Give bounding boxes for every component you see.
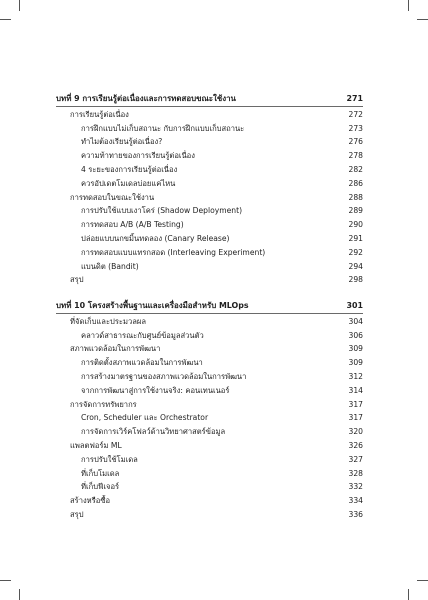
crop-mark-bottom-left-v xyxy=(19,589,20,600)
entry-title: Cron, Scheduler และ Orchestrator xyxy=(81,413,209,423)
toc-section-entry[interactable] xyxy=(56,439,363,453)
entry-title: ปล่อยแบบนกขมิ้นทดลอง (Canary Release) xyxy=(81,233,230,243)
entry-page: 306 xyxy=(348,330,363,340)
entry-title: ความท้าทายของการเรียนรู้ต่อเนื่อง xyxy=(81,151,195,161)
toc-subsection-entry[interactable] xyxy=(56,453,363,467)
crop-mark-top-left xyxy=(0,19,11,20)
entry-title: การเรียนรู้ต่อเนื่อง xyxy=(70,109,129,119)
toc-subsection-entry[interactable] xyxy=(56,356,363,370)
chapter-title: บทที่ 9 การเรียนรู้ต่อเนื่องและการทดสอบขณะใช้งาน xyxy=(56,94,236,103)
entry-title: ควรอัปเดตโมเดลบ่อยแค่ไหน xyxy=(81,178,176,188)
toc-entry-list xyxy=(56,108,363,287)
toc-subsection-entry[interactable] xyxy=(56,480,363,494)
entry-page: 291 xyxy=(348,233,363,243)
toc-chapter-10 xyxy=(56,299,363,522)
toc-entry-list xyxy=(56,315,363,522)
toc-section-entry[interactable] xyxy=(56,315,363,329)
crop-mark-bottom-left xyxy=(0,580,11,581)
crop-mark-top-left-v xyxy=(19,0,20,11)
entry-page: 278 xyxy=(348,151,363,161)
crop-mark-bottom-right xyxy=(417,580,428,581)
toc-subsection-entry[interactable] xyxy=(56,177,363,191)
entry-page: 309 xyxy=(348,358,363,368)
chapter-heading[interactable] xyxy=(56,299,363,313)
entry-page: 334 xyxy=(348,496,363,506)
entry-page: 294 xyxy=(348,261,363,271)
toc-chapter-9 xyxy=(56,92,363,287)
toc-subsection-entry[interactable] xyxy=(56,384,363,398)
entry-page: 328 xyxy=(348,468,363,478)
entry-page: 304 xyxy=(348,316,363,326)
entry-page: 282 xyxy=(348,164,363,174)
entry-page: 290 xyxy=(348,220,363,230)
chapter-rule xyxy=(56,313,363,314)
entry-page: 309 xyxy=(348,344,363,354)
toc-subsection-entry[interactable] xyxy=(56,122,363,136)
entry-title: ที่เก็บฟีเจอร์ xyxy=(81,482,120,492)
entry-page: 332 xyxy=(348,482,363,492)
entry-page: 288 xyxy=(348,192,363,202)
chapter-heading[interactable] xyxy=(56,92,363,106)
entry-page: 314 xyxy=(348,385,363,395)
toc-subsection-entry[interactable] xyxy=(56,467,363,481)
entry-page: 312 xyxy=(348,371,363,381)
entry-page: 272 xyxy=(348,109,363,119)
toc-section-entry[interactable] xyxy=(56,342,363,356)
toc-subsection-entry[interactable] xyxy=(56,246,363,260)
toc-section-entry[interactable] xyxy=(56,108,363,122)
toc-section-entry[interactable] xyxy=(56,191,363,205)
entry-page: 273 xyxy=(348,123,363,133)
toc-subsection-entry[interactable] xyxy=(56,425,363,439)
entry-title: แบนดิต (Bandit) xyxy=(81,261,139,271)
entry-page: 286 xyxy=(348,178,363,188)
toc-subsection-entry[interactable] xyxy=(56,218,363,232)
crop-mark-top-right-v xyxy=(408,0,409,11)
entry-title: สร้างหรือซื้อ xyxy=(70,496,111,506)
toc-subsection-entry[interactable] xyxy=(56,163,363,177)
entry-title: ที่เก็บโมเดล xyxy=(81,468,120,478)
entry-page: 320 xyxy=(348,427,363,437)
entry-title: ที่จัดเก็บและประมวลผล xyxy=(70,316,147,326)
entry-page: 298 xyxy=(348,275,363,285)
entry-title: การฝึกแบบไม่เก็บสถานะ กับการฝึกแบบเก็บสถานะ xyxy=(81,123,245,133)
entry-title: คลาวด์สาธารณะกับศูนย์ข้อมูลส่วนตัว xyxy=(81,330,204,340)
toc-subsection-entry[interactable] xyxy=(56,329,363,343)
entry-title: การปรับใช้โมเดล xyxy=(81,454,138,464)
entry-title: การทดสอบ A/B (A/B Testing) xyxy=(81,220,184,230)
toc-section-entry[interactable] xyxy=(56,398,363,412)
entry-title: การสร้างมาตรฐานของสภาพแวดล้อมในการพัฒนา xyxy=(81,371,247,381)
toc-subsection-entry[interactable] xyxy=(56,260,363,274)
entry-title: สภาพแวดล้อมในการพัฒนา xyxy=(70,344,161,354)
toc-subsection-entry[interactable] xyxy=(56,204,363,218)
entry-page: 292 xyxy=(348,247,363,257)
chapter-page: 301 xyxy=(346,301,363,310)
entry-title: การติดตั้งสภาพแวดล้อมในการพัฒนา xyxy=(81,358,203,368)
chapter-page: 271 xyxy=(346,94,363,103)
entry-title: การทดสอบแบบแทรกสอด (Interleaving Experiment) xyxy=(81,247,266,257)
toc-subsection-entry[interactable] xyxy=(56,370,363,384)
toc-subsection-entry[interactable] xyxy=(56,411,363,425)
entry-page: 317 xyxy=(348,399,363,409)
entry-title: สรุป xyxy=(70,509,84,519)
toc-section-entry[interactable] xyxy=(56,273,363,287)
crop-mark-bottom-right-v xyxy=(408,589,409,600)
chapter-title: บทที่ 10 โครงสร้างพื้นฐานและเครื่องมือสำหรับ MLOps xyxy=(56,301,249,310)
entry-page: 336 xyxy=(348,509,363,519)
entry-title: 4 ระยะของการเรียนรู้ต่อเนื่อง xyxy=(81,164,178,174)
entry-title: การจัดการเวิร์คโฟลว์ด้านวิทยาศาสตร์ข้อมูล xyxy=(81,427,226,437)
entry-page: 327 xyxy=(348,454,363,464)
chapter-rule xyxy=(56,106,363,107)
entry-title: สรุป xyxy=(70,275,84,285)
toc-section-entry[interactable] xyxy=(56,508,363,522)
toc-section-entry[interactable] xyxy=(56,494,363,508)
entry-page: 276 xyxy=(348,137,363,147)
toc-subsection-entry[interactable] xyxy=(56,232,363,246)
entry-page: 289 xyxy=(348,206,363,216)
entry-page: 326 xyxy=(348,440,363,450)
entry-title: แพลตฟอร์ม ML xyxy=(70,440,122,450)
entry-title: ทำไมต้องเรียนรู้ต่อเนื่อง? xyxy=(81,137,163,147)
entry-page: 317 xyxy=(348,413,363,423)
toc-subsection-entry[interactable] xyxy=(56,149,363,163)
crop-mark-top-right xyxy=(417,19,428,20)
entry-title: การปรับใช้แบบเงาโคร่ (Shadow Deployment) xyxy=(81,206,243,216)
entry-title: จากการพัฒนาสู่การใช้งานจริง: คอนเทนเนอร์ xyxy=(81,385,230,395)
toc-subsection-entry[interactable] xyxy=(56,135,363,149)
entry-title: การจัดการทรัพยากร xyxy=(70,399,137,409)
entry-title: การทดสอบในขณะใช้งาน xyxy=(70,192,155,202)
